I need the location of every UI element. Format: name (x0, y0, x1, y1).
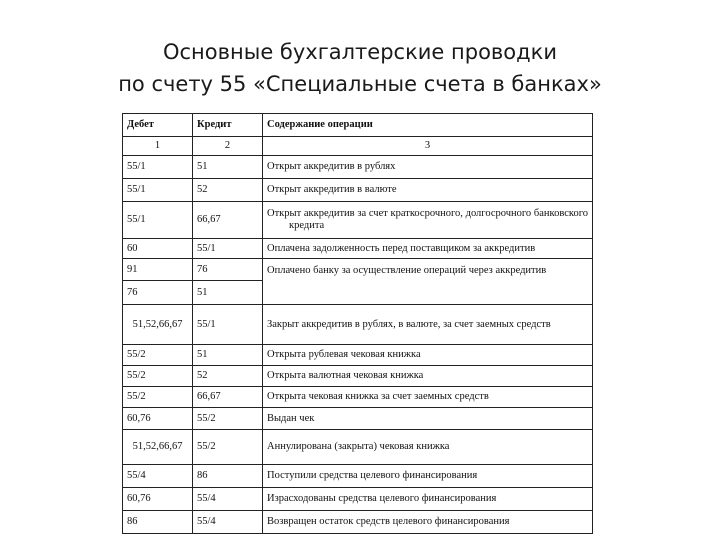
debit-cell: 51,52,66,67 (123, 430, 193, 465)
debit-cell: 60,76 (123, 488, 193, 511)
table-row (123, 202, 593, 239)
debit-cell: 51,52,66,67 (123, 305, 193, 345)
credit-cell: 52 (193, 366, 263, 387)
column-number: 3 (263, 137, 593, 156)
debit-cell: 55/2 (123, 387, 193, 408)
description-cell: Открыта рублевая чековая книжка (263, 345, 593, 366)
page-title (0, 36, 720, 100)
title-line-1: Основные бухгалтерские проводки (162, 40, 557, 64)
debit-cell: 55/2 (123, 345, 193, 366)
credit-cell: 55/2 (193, 430, 263, 465)
table-row (123, 345, 593, 366)
table-number-row (123, 137, 593, 156)
table-row (123, 387, 593, 408)
credit-cell: 55/4 (193, 488, 263, 511)
credit-cell: 86 (193, 465, 263, 488)
debit-cell: 60 (123, 239, 193, 259)
description-cell: Аннулирована (закрыта) чековая книжка (263, 430, 593, 465)
credit-cell: 66,67 (193, 202, 263, 239)
description-cell: Открыта чековая книжка за счет заемных средств (263, 387, 593, 408)
table-row (123, 465, 593, 488)
credit-cell: 51 (193, 156, 263, 179)
description-cell: Закрыт аккредитив в рублях, в валюте, за счет заемных средств (263, 305, 593, 345)
table-row (123, 511, 593, 534)
header-description: Содержание операции (263, 114, 593, 137)
credit-cell: 55/1 (193, 305, 263, 345)
description-cell: Возвращен остаток средств целевого финансирования (263, 511, 593, 534)
header-debit: Дебет (123, 114, 193, 137)
description-cell: Открыт аккредитив в рублях (263, 156, 593, 179)
description-cell: Открыт аккредитив в валюте (263, 179, 593, 202)
debit-cell: 55/1 (123, 179, 193, 202)
debit-cell: 86 (123, 511, 193, 534)
debit-cell: 76 (123, 281, 193, 305)
description-cell: Оплачено банку за осуществление операций через аккредитив (263, 259, 593, 305)
table-header-row (123, 114, 593, 137)
credit-cell: 52 (193, 179, 263, 202)
table-row (123, 259, 593, 281)
debit-cell: 60,76 (123, 408, 193, 430)
table-row (123, 430, 593, 465)
header-credit: Кредит (193, 114, 263, 137)
description-cell: Поступили средства целевого финансирования (263, 465, 593, 488)
credit-cell: 51 (193, 281, 263, 305)
table-row (123, 366, 593, 387)
debit-cell: 55/2 (123, 366, 193, 387)
postings-table (122, 113, 593, 534)
table-row (123, 305, 593, 345)
table-row (123, 408, 593, 430)
description-cell: Открыт аккредитив за счет краткосрочного, долгосрочного банковского кредита (263, 202, 593, 239)
credit-cell: 55/1 (193, 239, 263, 259)
table-row (123, 239, 593, 259)
credit-cell: 55/4 (193, 511, 263, 534)
column-number: 2 (193, 137, 263, 156)
table-row (123, 179, 593, 202)
description-cell: Оплачена задолженность перед поставщиком за аккредитив (263, 239, 593, 259)
description-cell: Выдан чек (263, 408, 593, 430)
column-number: 1 (123, 137, 193, 156)
credit-cell: 66,67 (193, 387, 263, 408)
debit-cell: 55/1 (123, 202, 193, 239)
description-cell: Израсходованы средства целевого финансирования (263, 488, 593, 511)
debit-cell: 55/4 (123, 465, 193, 488)
table-row (123, 156, 593, 179)
debit-cell: 55/1 (123, 156, 193, 179)
title-line-2: по счету 55 «Специальные счета в банках» (118, 72, 602, 96)
credit-cell: 51 (193, 345, 263, 366)
credit-cell: 76 (193, 259, 263, 281)
debit-cell: 91 (123, 259, 193, 281)
description-cell: Открыта валютная чековая книжка (263, 366, 593, 387)
table-row (123, 488, 593, 511)
credit-cell: 55/2 (193, 408, 263, 430)
